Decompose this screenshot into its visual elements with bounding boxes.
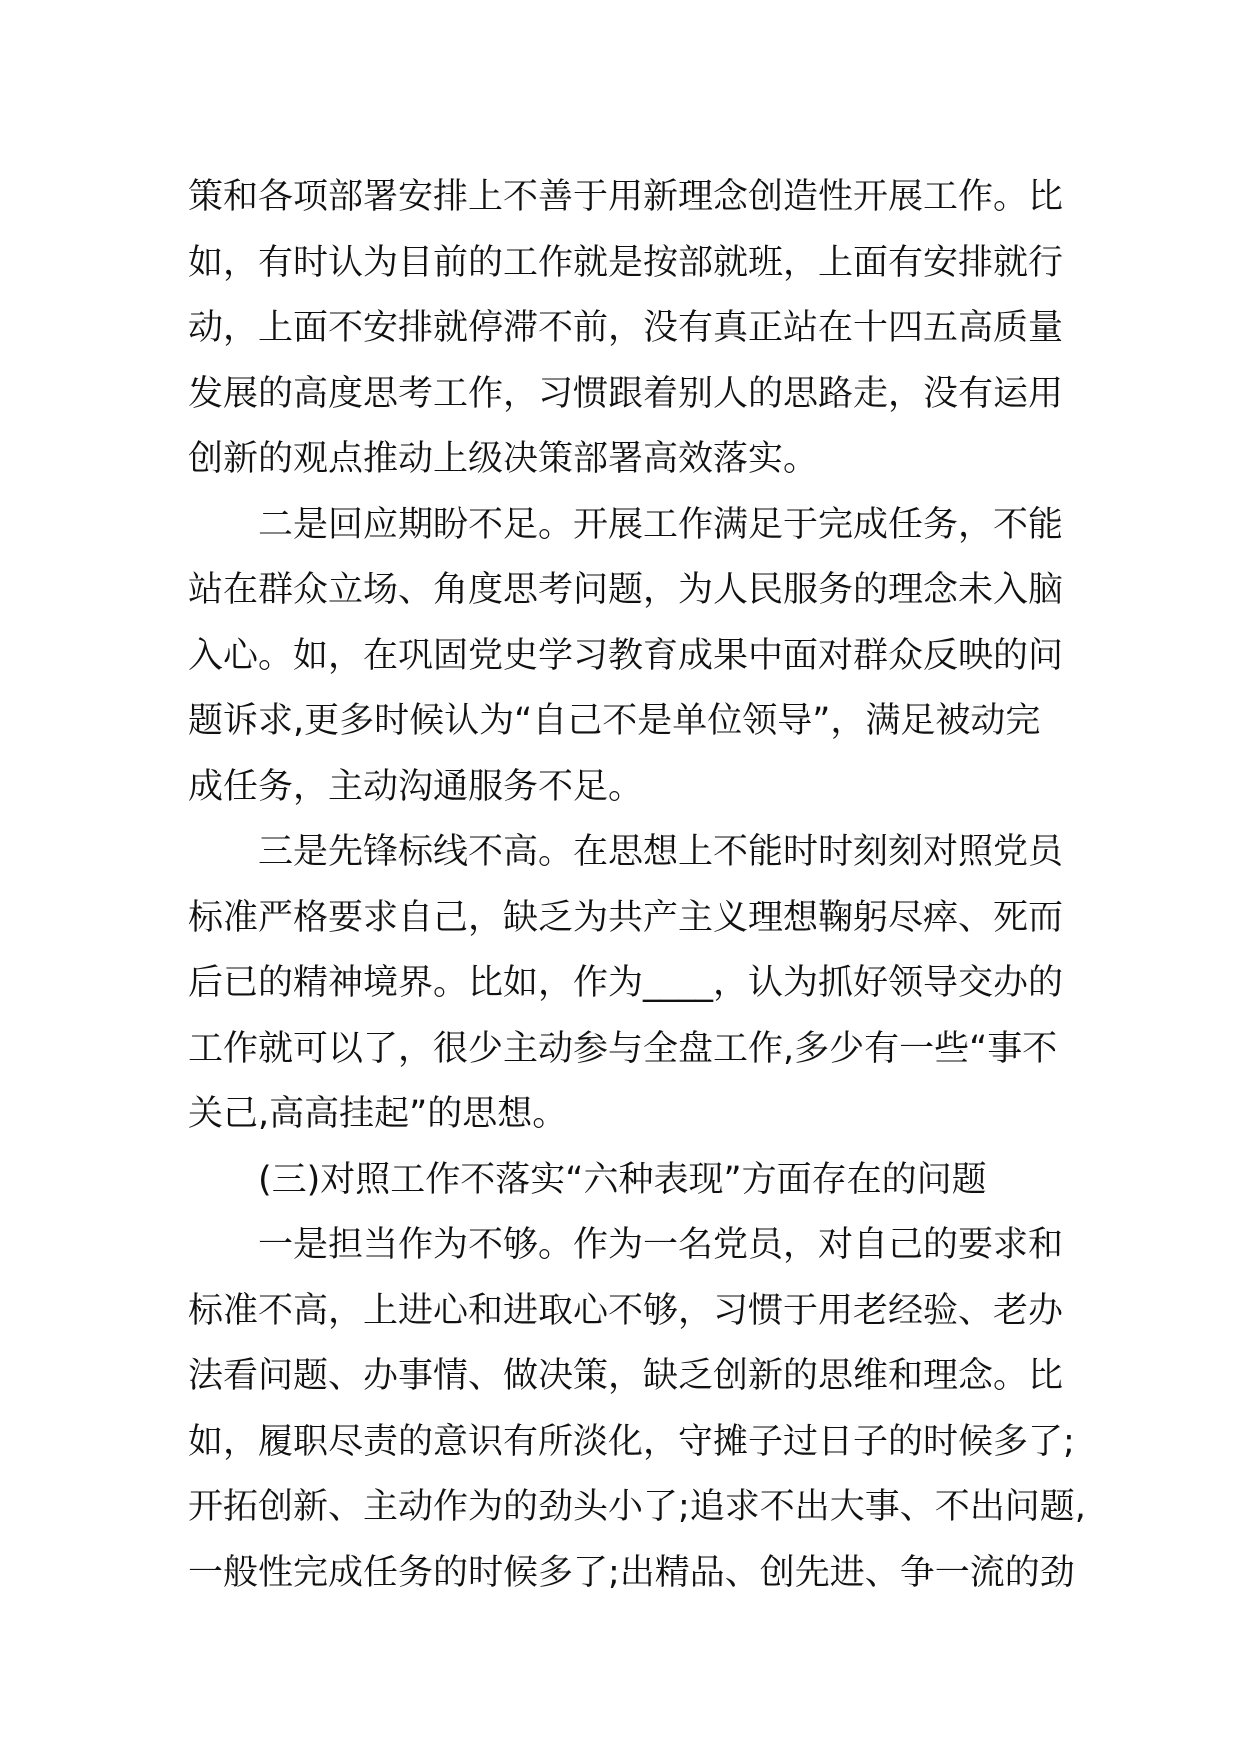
text-line: 开拓创新、主动作为的劲头小了;追求不出大事、不出问题, [188, 1487, 1086, 1527]
text-line: 如，履职尽责的意识有所淡化，守摊子过日子的时候多了; [188, 1421, 1075, 1462]
text-line: 策和各项部署安排上不善于用新理念创造性开展工作。比 [188, 177, 1064, 217]
text-line: 后已的精神境界。比如，作为____，认为抓好领导交办的 [188, 963, 1064, 1003]
text-line: 工作就可以了，很少主动参与全盘工作,多少有一些“事不 [188, 1028, 1058, 1069]
text-line: 成任务，主动沟通服务不足。 [188, 766, 644, 807]
text-line: 发展的高度思考工作，习惯跟着别人的思路走，没有运用 [188, 373, 1064, 414]
section-heading: (三)对照工作不落实“六种表现”方面存在的问题 [258, 1159, 987, 1200]
text-line: 标准不高，上进心和进取心不够，习惯于用老经验、老办 [188, 1290, 1064, 1331]
body-text [188, 165, 1086, 1606]
paragraph-start-line: 三是先锋标线不高。在思想上不能时时刻刻对照党员 [258, 832, 1064, 872]
text-line: 创新的观点推动上级决策部署高效落实。 [188, 439, 819, 479]
text-line: 题诉求,更多时候认为“自己不是单位领导”，满足被动完 [188, 701, 1041, 741]
text-line: 一般性完成任务的时候多了;出精品、创先进、争一流的劲 [188, 1552, 1075, 1593]
text-line: 动，上面不安排就停滞不前，没有真正站在十四五高质量 [188, 308, 1064, 348]
text-line: 如，有时认为目前的工作就是按部就班，上面有安排就行 [188, 242, 1064, 283]
paragraph-start-line: 一是担当作为不够。作为一名党员，对自己的要求和 [258, 1225, 1064, 1265]
text-line: 关己,高高挂起”的思想。 [188, 1094, 568, 1134]
text-line: 法看问题、办事情、做决策，缺乏创新的思维和理念。比 [188, 1356, 1064, 1396]
text-line: 入心。如，在巩固党史学习教育成果中面对群众反映的问 [188, 635, 1064, 676]
text-line: 站在群众立场、角度思考问题，为人民服务的理念未入脑 [188, 570, 1064, 610]
text-line: 标准严格要求自己，缺乏为共产主义理想鞠躬尽瘁、死而 [188, 897, 1064, 938]
paragraph-start-line: 二是回应期盼不足。开展工作满足于完成任务，不能 [258, 504, 1064, 545]
